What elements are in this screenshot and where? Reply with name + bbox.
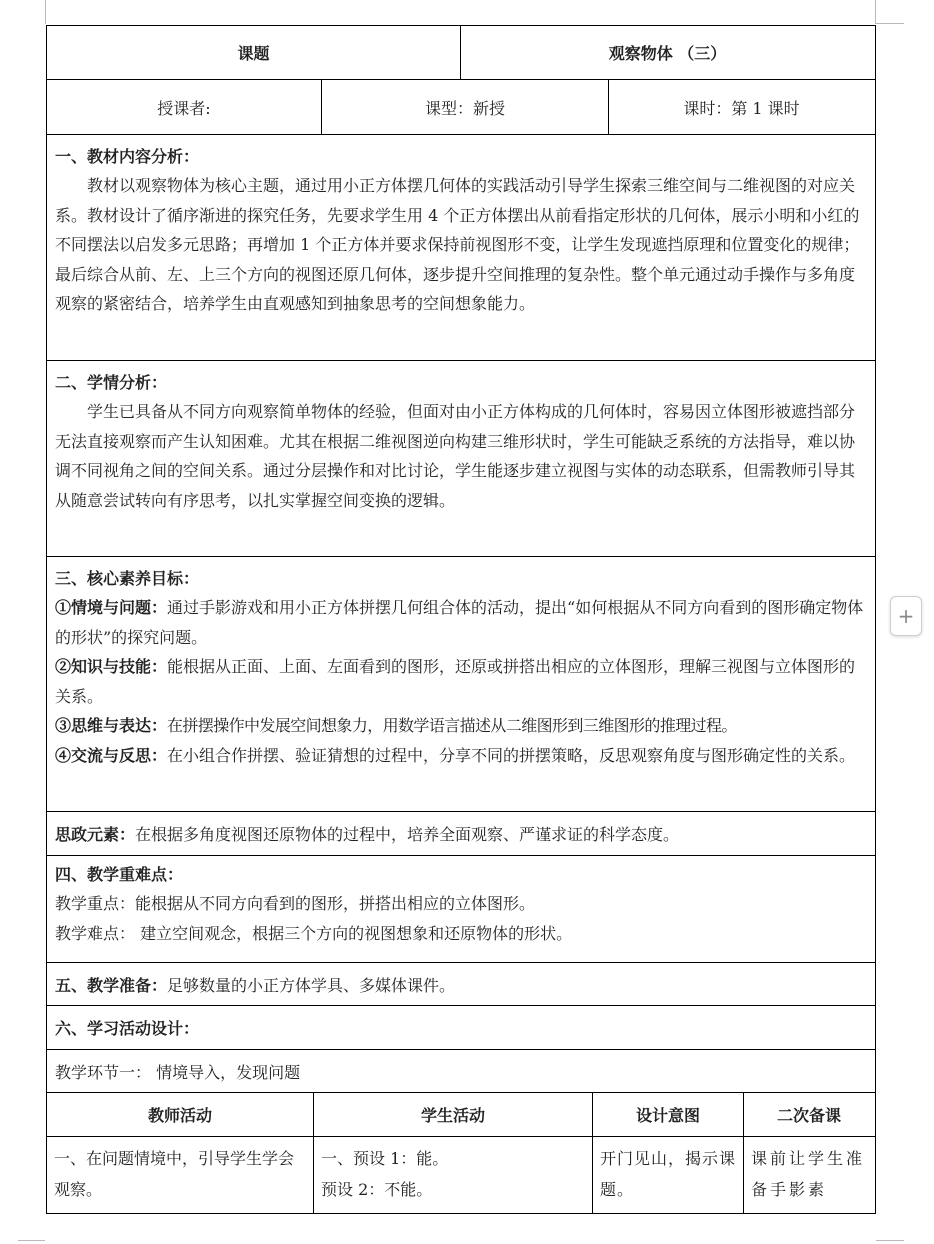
section-key-difficult-points: [46, 856, 876, 963]
section-title: 四、教学重难点：: [55, 865, 184, 884]
stage-title: 教学环节一： 情境导入，发现问题: [55, 1062, 301, 1082]
page-corner-mark: [876, 1240, 904, 1241]
teaching-stage-title: [46, 1050, 876, 1093]
section-student-analysis: [46, 361, 876, 557]
design-intent-cell: [592, 1137, 743, 1213]
table-row: [46, 1137, 876, 1214]
teacher-label: 授课者:: [157, 98, 211, 118]
teacher-activity-cell: [47, 1137, 313, 1213]
lesson-plan-document: [46, 25, 876, 1214]
goal-item: [55, 652, 867, 711]
ideology-label: 思政元素：: [55, 825, 136, 844]
difficult-point: 教学难点： 建立空间观念，根据三个方向的视图想象和还原物体的形状。: [55, 923, 573, 943]
header-row-topic: [46, 25, 876, 80]
goal-label: ④交流与反思：: [55, 745, 168, 765]
header-teacher-activity: 教师活动: [147, 1106, 212, 1125]
design-intent-text: 开门见山，揭示课题。: [600, 1149, 737, 1199]
topic-label: 课题: [237, 44, 270, 63]
goal-item: [55, 711, 867, 741]
page-corner-mark: [45, 0, 46, 24]
student-activity-line: 预设 2：不能。: [321, 1180, 433, 1199]
section-title: 一、教材内容分析：: [55, 147, 200, 166]
preparation-text: 足够数量的小正方体学具、多媒体课件。: [167, 975, 456, 995]
goal-text: 在拼摆操作中发展空间想象力，用数学语言描述从二维图形到三维图形的推理过程。: [167, 716, 737, 735]
teacher-activity-text: 一、在问题情境中，引导学生学会观察。: [54, 1149, 295, 1199]
goal-label: ①情境与问题：: [55, 598, 168, 617]
ideology-text: 在根据多角度视图还原物体的过程中，培养全面观察、严谨求证的科学态度。: [135, 825, 680, 844]
second-prep-cell: [743, 1137, 874, 1213]
preparation-label: 五、教学准备：: [55, 975, 168, 995]
student-activity-line: 一、预设 1：能。: [321, 1149, 449, 1168]
page-corner-mark: [876, 23, 904, 24]
section-body: 教材以观察物体为核心主题，通过用小正方体摆几何体的实践活动引导学生探索三维空间与二维视图的对应关系。教材设计了循序渐进的探究任务，先要求学生用 4 个正方体摆出从前看指定形状的几何体，展示小明和小红的不同摆法以启发多元思路；再增加 1 个正方体并要求保持前视图形不变，让学生发现遮挡原理和位置变化的规律；最后综合从前、左、上三个方向的视图还原几何体，逐步提升空间推理的复杂性。整个单元通过动手操作与多角度观察的紧密结合，培养学生由直观感知到抽象思考的空间想象能力。: [55, 176, 860, 313]
add-block-button[interactable]: [890, 596, 922, 636]
key-point: 教学重点：能根据从不同方向看到的图形，拼搭出相应的立体图形。: [55, 894, 536, 913]
section-title: 六、学习活动设计：: [55, 1019, 200, 1038]
student-activity-cell: [313, 1137, 592, 1213]
goal-label: ③思维与表达：: [55, 716, 168, 735]
section-textbook-analysis: [46, 135, 876, 361]
header-second-prep: 二次备课: [743, 1093, 874, 1136]
header-design-intent: 设计意图: [592, 1093, 743, 1136]
activity-table-header: [46, 1093, 876, 1137]
topic-value: 观察物体 （三）: [460, 26, 874, 79]
lesson-type: 课型：新授: [321, 80, 608, 134]
page-corner-mark: [875, 0, 876, 24]
second-prep-text: 课前让学生准备手影素: [751, 1149, 866, 1199]
goal-text: 能根据从正面、上面、左面看到的图形，还原或拼搭出相应的立体图形，理解三视图与立体图形的关系。: [55, 657, 856, 706]
section-title: 三、核心素养目标：: [55, 569, 200, 588]
section-body: 学生已具备从不同方向观察简单物体的经验，但面对由小正方体构成的几何体时，容易因立体图形被遮挡部分无法直接观察而产生认知困难。尤其在根据二维视图逆向构建三维形状时，学生可能缺乏系统的方法指导，难以协调不同视角之间的空间关系。通过分层操作和对比讨论，学生能逐步建立视图与实体的动态联系，但需教师引导其从随意尝试转向有序思考，以扎实掌握空间变换的逻辑。: [55, 402, 856, 510]
plus-icon: +: [897, 604, 915, 628]
goal-text: 通过手影游戏和用小正方体拼摆几何组合体的活动，提出“如何根据从不同方向看到的图形确定物体的形状”的探究问题。: [55, 598, 864, 647]
section-activity-design: [46, 1006, 876, 1050]
goal-text: 在小组合作拼摆、验证猜想的过程中，分享不同的拼摆策略，反思观察角度与图形确定性的关系。: [167, 745, 856, 765]
goal-item: [55, 741, 867, 771]
header-row-info: [46, 80, 876, 135]
header-student-activity: 学生活动: [313, 1093, 592, 1136]
section-ideology: [46, 812, 876, 856]
page-corner-mark: [18, 1240, 45, 1241]
section-core-goals: [46, 557, 876, 812]
section-preparation: [46, 963, 876, 1006]
lesson-period: 课时：第 1 课时: [608, 80, 874, 134]
section-title: 二、学情分析：: [55, 373, 168, 392]
goal-item: [55, 593, 867, 652]
goal-label: ②知识与技能：: [55, 657, 168, 676]
